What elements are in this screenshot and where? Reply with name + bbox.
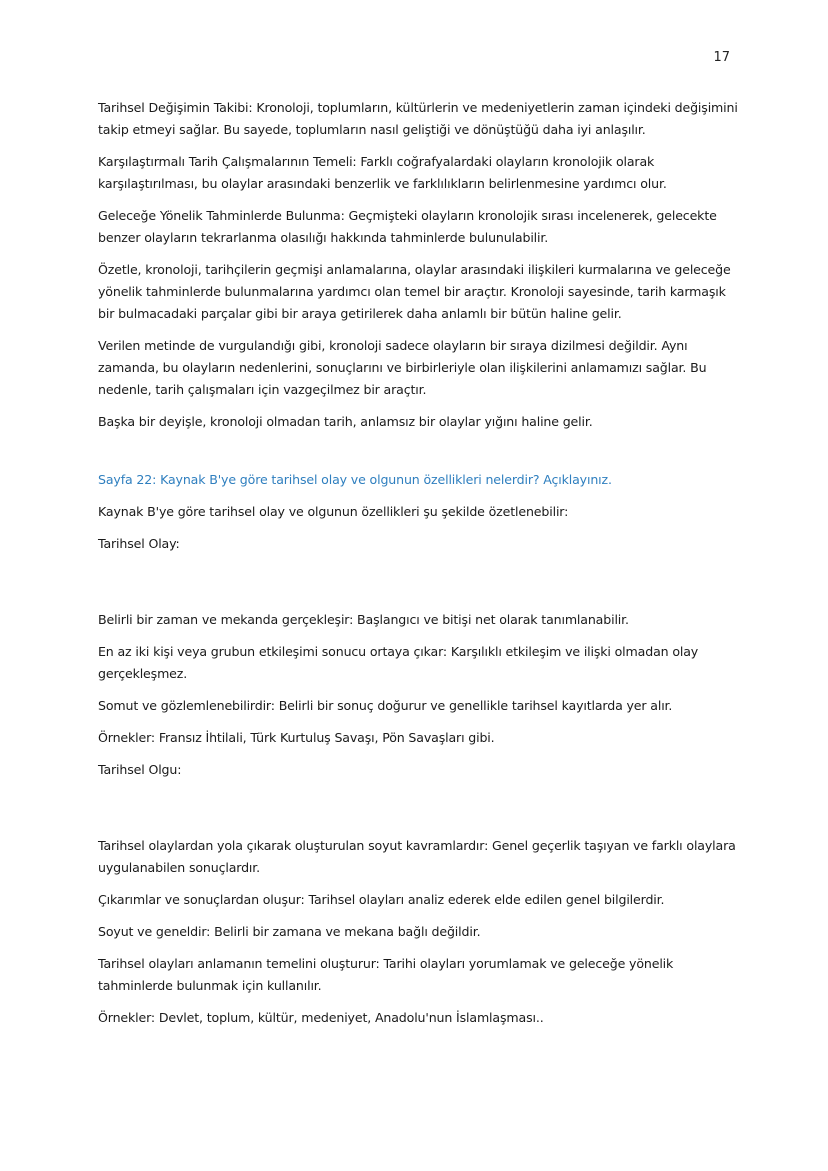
event-item: En az iki kişi veya grubun etkileşimi sonucu ortaya çıkar: Karşılıklı etkileşim ve ilişki olmadan olay gerçekleşmez. [98, 644, 699, 681]
paragraph-gelecege-yonelik: Geleceğe Yönelik Tahminlerde Bulunma: Geçmişteki olayların kronolojik sırası incelenerek, gelecekte benzer olayların tekrarlanma olasılığı hakkında tahminlerde bulunulabilir. [98, 208, 717, 245]
fact-item: Tarihsel olayları anlamanın temelini oluşturur: Tarihi olayları yorumlamak ve geleceğe yönelik tahminlerde bulunmak için kullanılır. [98, 956, 674, 993]
paragraph-tarihsel-degisim: Tarihsel Değişimin Takibi: Kronoloji, toplumların, kültürlerin ve medeniyetlerin zaman içindeki değişimini takip etmeyi sağlar. Bu sayede, toplumların nasıl geliştiği ve dönüştüğü daha iyi anlaşılır. [98, 100, 738, 137]
paragraph-ozetle: Özetle, kronoloji, tarihçilerin geçmişi anlamalarına, olaylar arasındaki ilişkileri kurmalarına ve geleceğe yönelik tahminlerde bulunmalarına yardımcı olan temel bir araçtır. Kronoloji sayesinde, tarih karmaşık bir bulmacadaki parçalar gibi bir araya getirilerek daha anlamlı bir bütün haline gelir. [98, 262, 731, 321]
fact-item: Soyut ve geneldir: Belirli bir zamana ve mekana bağlı değildir. [98, 924, 481, 939]
fact-item: Tarihsel olaylardan yola çıkarak oluşturulan soyut kavramlardır: Genel geçerlik taşıyan ve farklı olaylara uygulanabilen sonuçlardır. [98, 838, 736, 875]
document-body [98, 97, 738, 1029]
event-heading: Tarihsel Olay: [98, 536, 180, 551]
event-item: Örnekler: Fransız İhtilali, Türk Kurtuluş Savaşı, Pön Savaşları gibi. [98, 730, 495, 745]
question-heading: Sayfa 22: Kaynak B'ye göre tarihsel olay ve olgunun özellikleri nelerdir? Açıklayınız. [98, 472, 612, 487]
page-number: 17 [713, 50, 730, 65]
event-item: Somut ve gözlemlenebilirdir: Belirli bir sonuç doğurur ve genellikle tarihsel kayıtlarda yer alır. [98, 698, 673, 713]
fact-heading: Tarihsel Olgu: [98, 762, 182, 777]
event-item: Belirli bir zaman ve mekanda gerçekleşir: Başlangıcı ve bitişi net olarak tanımlanabilir. [98, 612, 629, 627]
paragraph-karsilastirmali: Karşılaştırmalı Tarih Çalışmalarının Temeli: Farklı coğrafyalardaki olayların kronolojik olarak karşılaştırılması, bu olaylar arasındaki benzerlik ve farklılıkların belirlenmesine yardımcı olur. [98, 154, 667, 191]
intro-paragraph: Kaynak B'ye göre tarihsel olay ve olgunun özellikleri şu şekilde özetlenebilir: [98, 504, 569, 519]
fact-item: Örnekler: Devlet, toplum, kültür, medeniyet, Anadolu'nun İslamlaşması.. [98, 1010, 544, 1025]
fact-item: Çıkarımlar ve sonuçlardan oluşur: Tarihsel olayları analiz ederek elde edilen genel bilgilerdir. [98, 892, 665, 907]
paragraph-baska-bir-deyisle: Başka bir deyişle, kronoloji olmadan tarih, anlamsız bir olaylar yığını haline gelir. [98, 414, 593, 429]
paragraph-verilen-metinde: Verilen metinde de vurgulandığı gibi, kronoloji sadece olayların bir sıraya dizilmesi değildir. Aynı zamanda, bu olayların nedenlerini, sonuçlarını ve birbirleriyle olan ilişkilerini anlamamızı sağlar. Bu nedenle, tarih çalışmaları için vazgeçilmez bir araçtır. [98, 338, 707, 397]
